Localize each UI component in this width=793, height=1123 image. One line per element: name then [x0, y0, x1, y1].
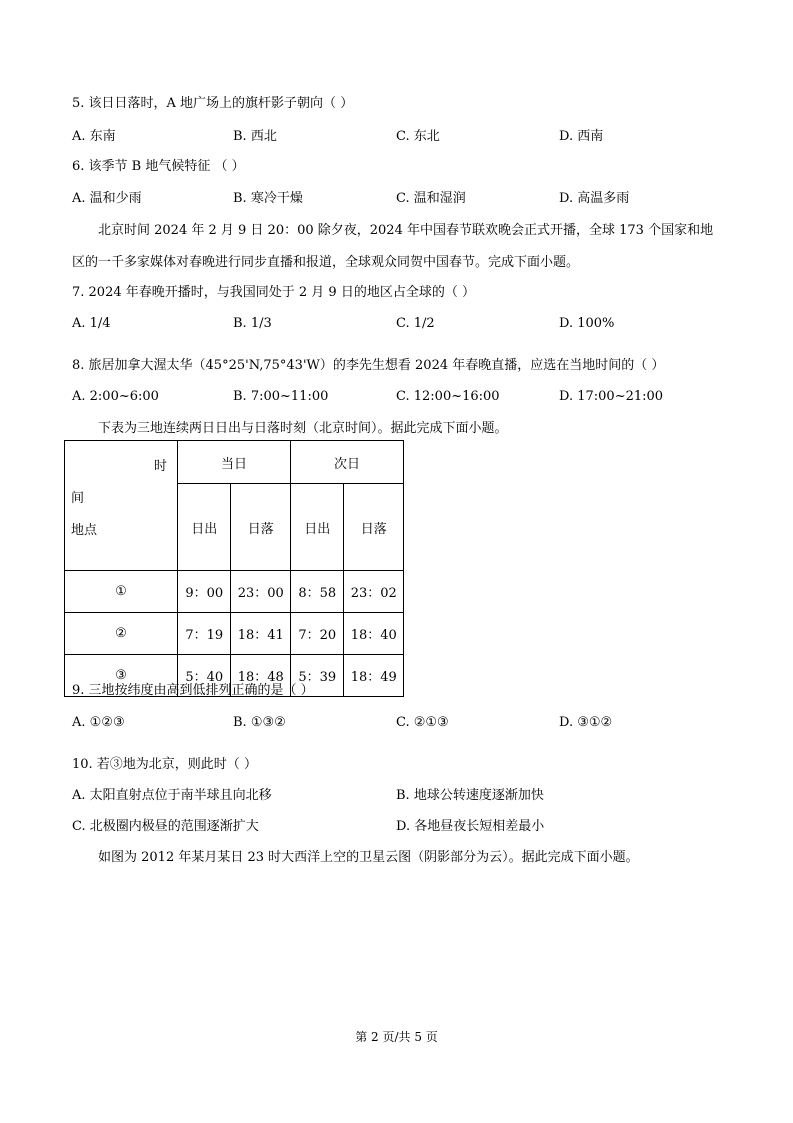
cell: 23：02 — [344, 571, 404, 613]
table-corner-header — [65, 441, 178, 571]
question-10-stem: 10. 若③地为北京，则此时（ ） — [72, 757, 257, 772]
cell: 18：48 — [231, 655, 291, 697]
option-c: C. 北极圈内极昼的范围逐渐扩大 — [72, 819, 259, 834]
intro-table: 下表为三地连续两日日出与日落时刻（北京时间）。据此完成下面小题。 — [98, 421, 508, 436]
question-6-stem: 6. 该季节 B 地气候特征 （ ） — [72, 159, 245, 174]
option-c: C. ②①③ — [396, 715, 449, 730]
header-day2-sunset: 日落 — [344, 484, 404, 571]
corner-time-label-2: 间 — [71, 491, 85, 506]
option-d: D. 100% — [559, 316, 615, 331]
header-day1-sunrise: 日出 — [178, 484, 231, 571]
row-place: ② — [65, 613, 178, 655]
option-a: A. 温和少雨 — [72, 191, 142, 206]
option-d: D. 各地昼夜长短相差最小 — [396, 819, 545, 834]
option-d: D. ③①② — [559, 715, 613, 730]
option-b: B. 7:00~11:00 — [233, 389, 329, 404]
option-b: B. 地球公转速度逐渐加快 — [396, 788, 544, 803]
option-c: C. 1/2 — [396, 316, 435, 331]
option-a: A. 2:00~6:00 — [72, 389, 159, 404]
sunrise-sunset-table — [64, 440, 404, 697]
option-a: A. 东南 — [72, 129, 116, 144]
option-c: C. 12:00~16:00 — [396, 389, 500, 404]
cell: 8：58 — [291, 571, 344, 613]
cell: 18：40 — [344, 613, 404, 655]
cell: 18：49 — [344, 655, 404, 697]
cell: 23：00 — [231, 571, 291, 613]
cell: 5：39 — [291, 655, 344, 697]
option-a: A. 1/4 — [72, 316, 111, 331]
question-5-options — [72, 128, 712, 146]
table-row — [65, 613, 404, 655]
option-c: C. 温和湿润 — [396, 191, 466, 206]
question-9-options — [72, 714, 712, 732]
cell: 18：41 — [231, 613, 291, 655]
corner-place-label: 地点 — [71, 523, 98, 538]
table-row — [65, 571, 404, 613]
option-d: D. 17:00~21:00 — [559, 389, 664, 404]
question-7-options — [72, 315, 712, 333]
header-day1: 当日 — [178, 441, 291, 484]
intro-spring-gala: 北京时间 2024 年 2 月 9 日 20：00 除夕夜，2024 年中国春节联欢晚会正式开播，全球 173 个国家和地区的一千多家媒体对春晚进行同步直播和报道，全球观众同贺中国春节。完成下面小题。 — [72, 223, 714, 270]
row-place: ① — [65, 571, 178, 613]
option-d: D. 西南 — [559, 129, 604, 144]
option-b: B. ①③② — [233, 715, 286, 730]
page-footer: 第 2 页/共 5 页 — [355, 1030, 438, 1044]
question-9-stem: 9. 三地按纬度由高到低排列正确的是（ ） — [72, 683, 314, 698]
row-place: ③ — [65, 655, 178, 697]
question-10-options-row2 — [72, 818, 712, 836]
question-10-options-row1 — [72, 787, 712, 805]
option-a: A. 太阳直射点位于南半球且向北移 — [72, 788, 272, 803]
header-day2: 次日 — [291, 441, 404, 484]
question-8-stem: 8. 旅居加拿大渥太华（45°25'N,75°43'W）的李先生想看 2024 年春晚直播，应选在当地时间的（ ） — [72, 358, 665, 373]
option-b: B. 西北 — [233, 129, 277, 144]
question-7-stem: 7. 2024 年春晚开播时，与我国同处于 2 月 9 日的地区占全球的（ ） — [72, 285, 475, 300]
question-6-options — [72, 190, 712, 208]
header-day2-sunrise: 日出 — [291, 484, 344, 571]
option-c: C. 东北 — [396, 129, 440, 144]
option-d: D. 高温多雨 — [559, 191, 630, 206]
option-b: B. 1/3 — [233, 316, 272, 331]
cell: 5：40 — [178, 655, 231, 697]
intro-cloud-image: 如图为 2012 年某月某日 23 时大西洋上空的卫星云图（阴影部分为云）。据此完成下面小题。 — [98, 850, 639, 865]
question-5-stem: 5. 该日日落时，A 地广场上的旗杆影子朝向（ ） — [72, 96, 354, 111]
header-day1-sunset: 日落 — [231, 484, 291, 571]
cell: 7：19 — [178, 613, 231, 655]
cell: 7：20 — [291, 613, 344, 655]
cell: 9：00 — [178, 571, 231, 613]
option-b: B. 寒冷干燥 — [233, 191, 303, 206]
question-8-options — [72, 388, 712, 406]
option-a: A. ①②③ — [72, 715, 125, 730]
corner-time-label-1: 时 — [153, 459, 167, 474]
